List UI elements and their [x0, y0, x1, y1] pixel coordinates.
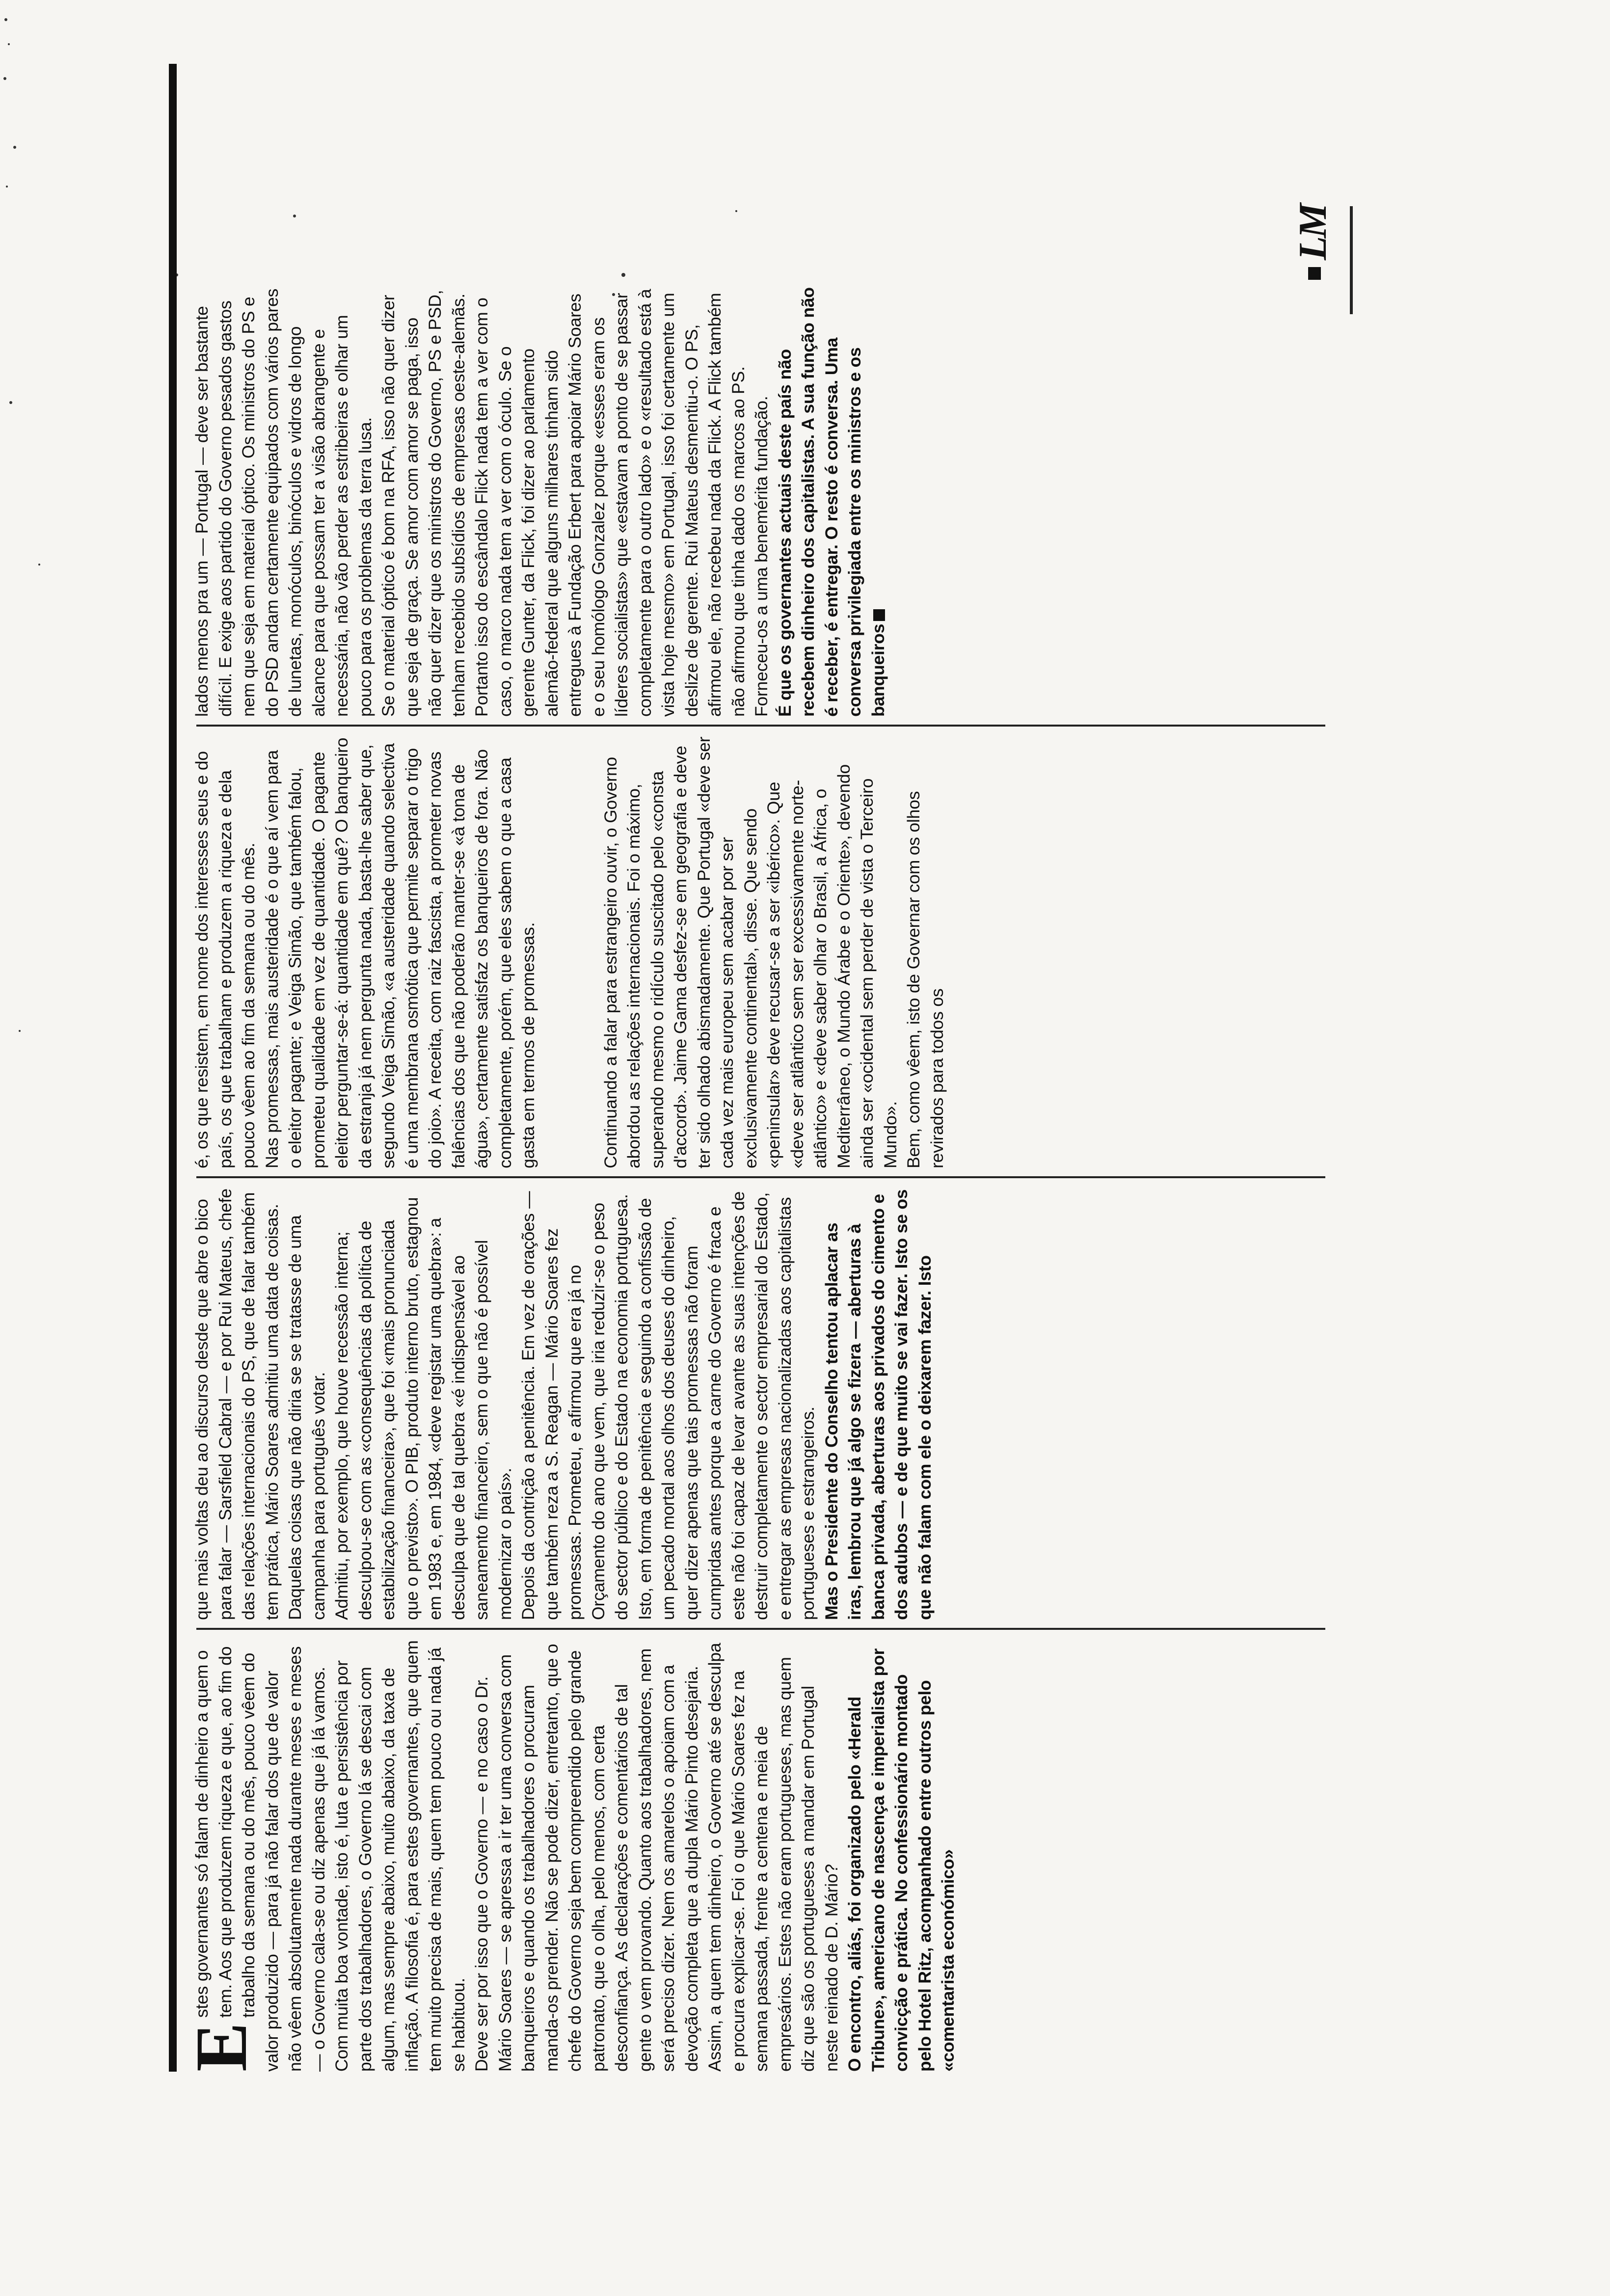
paragraph: O encontro, aliás, foi organizado pelo «Herald Tribune», americano de nascença e imperialista por convicção e prática. No confessionário montado pelo Hotel Ritz, acompanhado entre outros pelo «comentarista económico»	[845, 1648, 958, 2072]
closing-text: É que os governantes actuais deste país não recebem dinheiro dos capitalistas. A sua função não é receber, é entregar. O resto é conversa. Uma conversa privilegiada entre os ministros e os banqueiros	[775, 287, 888, 717]
paragraph: é, os que resistem, em nome dos interesses seus e do país, os que trabalham e produzem a riqueza e dela pouco vêem ao fim da semana ou do mês.	[192, 751, 258, 1168]
column-4	[190, 285, 1339, 717]
paragraph: Mas o Presidente do Conselho tentou aplacar as iras, lembrou que já algo se fizera — aberturas à banca privada, aberturas aos privados do cimento e dos adubos — e de que muito se vai fazer. Isto se os que não falam com ele o deixarem fazer. Isto	[821, 1189, 935, 1620]
paragraph: Se o material óptico é bom na RFA, isso não quer dizer que seja de graça. Se amor com amor se paga, isso não quer dizer que os ministros do Governo, PS e PSD, tenham recebido subsídios de empresas oeste-alemãs. Portanto isso do escândalo Flick nada tem a ver com o caso, o marco nada tem a ver com o óculo. Se o gerente Gunter, da Flick, foi dizer ao parlamento alemão-federal que alguns milhares tinham sido entregues à Fundação Erbert para apoiar Mário Soares e o seu homólogo Gonzalez porque «esses eram os líderes socialistas» que «estavam a ponto de se passar completamente para o outro lado» e o «resultado está à vista hoje mesmo» em Portugal, isso foi certamente um deslize de gerente. Rui Mateus desmentiu-o. O PS, afirmou ele, não recebeu nada da Flick. A Flick também não afirmou que tinha dado os marcos ao PS. Forneceu-os a uma benemérita fundação.	[378, 289, 771, 717]
column-2	[190, 1188, 1339, 1620]
paragraph: Depois da contrição a penitência. Em vez de orações — que também reza a S. Reagan — Mário Soares fez promessas. Prometeu, e afirmou que era já no Orçamento do ano que vem, que iria reduzir-se o peso do sector público e do Estado na economia portuguesa. Isto, em forma de penitência e seguindo a confissão de um pecado mortal aos olhos dos deuses do dinheiro, quer dizer apenas que tais promessas não foram cumpridas antes porque a carne do Governo é fraca e este não foi capaz de levar avante as suas intenções de destruir completamente o sector empresarial do Estado, e entregar as empresas nacionalizadas aos capitalistas portugueses e estrangeiros.	[518, 1191, 818, 1620]
paragraph: que mais voltas deu ao discurso desde que abre o bico para falar — Sarsfield Cabral — e por Rui Mateus, chefe das relações internacionais do PS, que de falar também tem prática, Mário Soares admitiu uma data de coisas. Daquelas coisas que não diria se se tratasse de uma campanha para português votar.	[192, 1189, 328, 1620]
paragraph: Continuando a falar para estrangeiro ouvir, o Governo abordou as relações internacionais. Foi o máximo, superando mesmo o ridículo suscitado pelo «consta d'accord». Jaime Gama desfez-se em geografia e deve ter sido olhado abismadamente. Que Portugal «deve ser cada vez mais europeu sem acabar por ser exclusivamente continental», disse. Que sendo «peninsular» deve recusar-se a ser «ibérico». Que «deve ser atlântico sem ser excessivamente norte-atlântico» e «deve saber olhar o Brasil, a África, o Mediterrâneo, o Mundo Árabe e o Oriente», devendo ainda ser «ocidental sem perder de vista o Terceiro Mundo».	[600, 736, 900, 1168]
column-divider	[196, 725, 1325, 727]
square-bullet-icon	[1308, 267, 1321, 280]
paragraph: Assim, a quem tem dinheiro, o Governo até se desculpa e procura explicar-se. Foi o que Mário Soares fez na semana passada, frente a centena e meia de empresários. Estes não eram portugueses, mas quem diz que são os portugueses a mandar em Portugal neste reinado de D. Mário?	[705, 1643, 841, 2072]
paragraph: Bem, como vêem, isto de Governar com os olhos revirados para todos os	[904, 791, 947, 1168]
column-divider	[196, 1628, 1325, 1630]
paragraph: lados menos pra um — Portugal — deve ser bastante difícil. E exige aos partido do Governo pesados gastos nem que seja em material óptico. Os ministros do PS e do PSD andam certamente equipados com vários pares de lunetas, monóculos, binóculos e vidros de longo alcance para que possam ter a visão abrangente e necessária, não vão perder as estribeiras e olhar um pouco para os problemas da terra lusa.	[192, 288, 375, 717]
author-signature: LM	[1291, 205, 1335, 260]
column-gap	[540, 736, 599, 1168]
drop-cap: E	[181, 2023, 262, 2072]
paragraph: Deve ser por isso que o Governo — e no caso o Dr. Mário Soares — se apressa a ir ter uma conversa com banqueiros e quando os trabalhadores o procuram manda-os prender. Não se pode dizer, entretanto, que o chefe do Governo seja bem compreendido pelo grande patronato, que o olha, pelo menos, com certa desconfiança. As declarações e comentários de tal gente o vem provando. Quanto aos trabalhadores, nem será preciso dizer. Nem os amarelos o apoiam com a devoção completa que a dupla Mário Pinto desejaria.	[472, 1644, 701, 2072]
rotated-article	[162, 64, 1379, 2072]
paragraph: stes governantes só falam de dinheiro a quem o tem. Aos que produzem riqueza e que, ao fim do trabalho da semana ou do mês, pouco vêem do valor produzido — para já não falar dos que de valor não vêem absolutamente nada durante meses e meses — o Governo cala-se ou diz apenas que já lá vamos. Com muita boa vontade, isto é, luta e persistência por parte dos trabalhadores, o Governo lá se descai com algum, mas sempre abaixo, muito abaixo, da taxa de inflação. A filosofia é, para estes governantes, que quem tem muito precisa de mais, quem tem pouco ou nada já se habituou.	[192, 1640, 468, 2072]
end-square-icon	[873, 609, 885, 621]
paragraph: Admitiu, por exemplo, que houve recessão interna; desculpou-se com as «consequências da política de estabilização financeira», que foi «mais pronunciada que o previsto». O PIB, produto interno bruto, estagnou em 1983 e, em 1984, «deve registar uma quebra»: a desculpa que de tal quebra «é indispensável ao saneamento financeiro, sem o que não é possível modernizar o país».	[332, 1197, 515, 1620]
top-rule	[169, 64, 177, 2072]
paragraph: Nas promessas, mais austeridade é o que aí vem para o eleitor pagante; e Veiga Simão, que também falou, prometeu qualidade em vez de quantidade. O pagante eleitor perguntar-se-á: quantidade em quê? O banqueiro da estranja já nem pergunta nada, basta-lhe saber que, segundo Veiga Simão, «a austeridade quando selectiva é uma membrana osmótica que permite separar o trigo do joio». A receita, com raiz fascista, a prometer novas falências dos que não poderão manter-se «à tona de água», certamente satisfaz os banqueiros de fora. Não completamente, porém, que eles sabem o que a casa gasta em termos de promessas.	[262, 737, 538, 1168]
column-3	[190, 736, 1339, 1168]
paragraph	[774, 285, 890, 717]
column-divider	[196, 1176, 1325, 1178]
signature-rule	[1350, 206, 1353, 314]
column-1	[181, 1640, 1339, 2072]
